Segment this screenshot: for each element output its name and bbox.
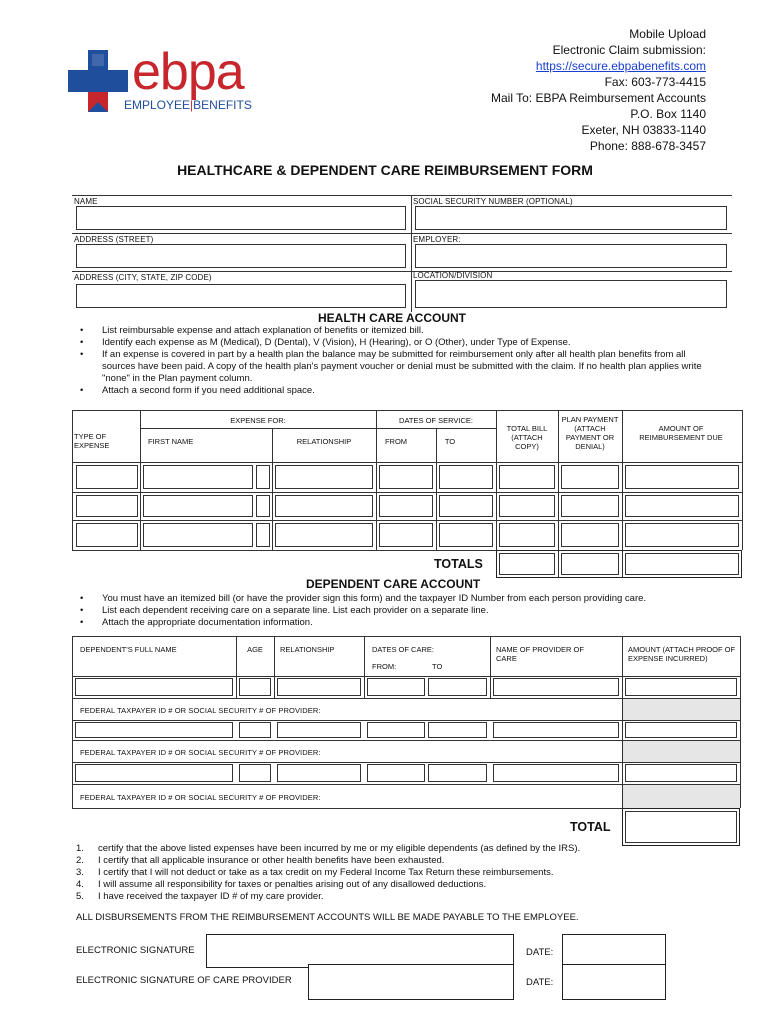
plan-payment-header: PLAN PAYMENT (ATTACH PAYMENT OR DENIAL) (561, 415, 619, 451)
dep-from-input[interactable] (367, 764, 425, 782)
first-name-input[interactable] (143, 523, 253, 547)
age-input[interactable] (239, 722, 271, 738)
ebpa-logo (68, 43, 288, 120)
type-of-expense-header: TYPE OF EXPENSE (74, 432, 110, 450)
amount-due-header: AMOUNT OF REIMBURSEMENT DUE (639, 424, 723, 442)
dep-to-header: TO (432, 662, 443, 671)
header-phone: Phone: 888-678-3457 (589, 139, 706, 153)
electronic-signature-label: ELECTRONIC SIGNATURE (76, 945, 195, 956)
list-item: • List reimbursable expense and attach explanation of benefits or itemized bill. (70, 325, 710, 337)
dependent-name-input[interactable] (75, 722, 233, 738)
list-item (76, 867, 636, 879)
dep-relationship-header: RELATIONSHIP (280, 645, 335, 654)
amount-due-input[interactable] (625, 495, 739, 517)
provider-signature-label: ELECTRONIC SIGNATURE OF CARE PROVIDER (76, 975, 292, 986)
provider-signature-input[interactable] (308, 964, 514, 1000)
dependent-total-input[interactable] (625, 811, 737, 843)
cert-number: 4. (76, 879, 84, 890)
tax-id-label: FEDERAL TAXPAYER ID # OR SOCIAL SECURITY # OF PROVIDER: (80, 793, 321, 802)
dep-to-input[interactable] (428, 764, 487, 782)
expense-for-header: EXPENSE FOR: (230, 416, 286, 425)
address-city-label: ADDRESS (CITY, STATE, ZIP CODE) (74, 273, 212, 282)
age-header: AGE (247, 645, 263, 654)
dates-of-service-header: DATES OF SERVICE: (399, 416, 473, 425)
relationship-header: RELATIONSHIP (296, 437, 352, 446)
claim-submission-link[interactable]: https://secure.ebpabenefits.com (535, 59, 706, 73)
logo-tagline-left: EMPLOYEE (124, 98, 191, 112)
cert-number: 3. (76, 867, 84, 878)
dep-to-input[interactable] (428, 722, 487, 738)
amount-due-input[interactable] (625, 465, 739, 489)
dep-relationship-input[interactable] (277, 678, 361, 696)
employer-label: EMPLOYER: (413, 235, 461, 244)
list-item: • Attach a second form if you need additional space. (70, 385, 710, 397)
relationship-input[interactable] (275, 495, 373, 517)
address-street-input[interactable] (76, 244, 406, 268)
relationship-input[interactable] (275, 523, 373, 547)
dep-relationship-input[interactable] (277, 764, 361, 782)
cert-number: 2. (76, 855, 84, 866)
address-city-input[interactable] (76, 284, 406, 308)
age-input[interactable] (239, 764, 271, 782)
row-spacer-input[interactable] (256, 495, 270, 517)
amount-due-input[interactable] (625, 523, 739, 547)
provider-name-input[interactable] (493, 678, 619, 696)
to-input[interactable] (439, 465, 493, 489)
electronic-signature-input[interactable] (206, 934, 514, 968)
dep-amount-input[interactable] (625, 722, 737, 738)
first-name-input[interactable] (143, 465, 253, 489)
list-item (76, 879, 636, 891)
header-line1: Mobile Upload (629, 27, 706, 41)
date-input[interactable] (562, 934, 666, 968)
dep-relationship-input[interactable] (277, 722, 361, 738)
relationship-input[interactable] (275, 465, 373, 489)
first-name-header: FIRST NAME (148, 437, 194, 446)
row-spacer-input[interactable] (256, 465, 270, 489)
dependent-total-label: TOTAL (570, 820, 611, 834)
dep-amount-header: AMOUNT (ATTACH PROOF OF EXPENSE INCURRED) (628, 645, 736, 663)
dependent-care-title: DEPENDENT CARE ACCOUNT (306, 577, 481, 591)
cross-plus-logo-icon (68, 50, 128, 112)
list-item (76, 855, 636, 867)
list-item: • List each dependent receiving care on a separate line. List each provider on a separate line. (70, 605, 750, 617)
list-item: • Attach the appropriate documentation information. (70, 617, 750, 629)
from-header: FROM (384, 437, 408, 446)
dependent-name-input[interactable] (75, 678, 233, 696)
list-item (76, 843, 636, 855)
cert-text: I will assume all responsibility for taxes or penalties arising out of any disallowed deductions. (98, 879, 487, 890)
plan-payment-input[interactable] (561, 495, 619, 517)
dependent-instructions (70, 593, 750, 629)
total-bill-header: TOTAL BILL (ATTACH COPY) (506, 424, 548, 451)
provider-date-input[interactable] (562, 964, 666, 1000)
location-input[interactable] (415, 280, 727, 308)
contact-info (491, 26, 706, 154)
list-item (76, 891, 636, 903)
logo-wordmark: ebpa (132, 43, 244, 101)
from-input[interactable] (379, 465, 433, 489)
form-title: HEALTHCARE & DEPENDENT CARE REIMBURSEMENT FORM (177, 162, 593, 178)
amount-due-total-input[interactable] (625, 553, 739, 575)
employer-input[interactable] (415, 244, 727, 268)
header-city: Exeter, NH 03833-1140 (581, 123, 706, 137)
dep-amount-input[interactable] (625, 764, 737, 782)
type-input[interactable] (76, 523, 138, 547)
age-input[interactable] (239, 678, 271, 696)
health-instructions (70, 325, 710, 397)
health-totals-label: TOTALS (434, 557, 483, 571)
name-label: NAME (74, 197, 98, 206)
ssn-label: SOCIAL SECURITY NUMBER (OPTIONAL) (413, 197, 573, 206)
list-item: • If an expense is covered in part by a health plan the balance may be submitted for reimbursement only after all health plan benefits from all sources have been paid. A copy of the health plan's payment voucher or denial must be submitted with the claim. If no health plan applies write "none" in the Plan payment column. (70, 349, 710, 385)
dep-from-header: FROM: (372, 662, 397, 671)
dates-of-care-header: DATES OF CARE: (372, 645, 434, 654)
tax-id-label: FEDERAL TAXPAYER ID # OR SOCIAL SECURITY # OF PROVIDER: (80, 706, 321, 715)
header-fax: Fax: 603-773-4415 (604, 75, 706, 89)
plan-payment-input[interactable] (561, 523, 619, 547)
provider-name-input[interactable] (493, 722, 619, 738)
first-name-input[interactable] (143, 495, 253, 517)
to-input[interactable] (439, 523, 493, 547)
row-spacer-input[interactable] (256, 523, 270, 547)
list-item: • Identify each expense as M (Medical), D (Dental), V (Vision), H (Hearing), or O (Other), under Type of Expense. (70, 337, 710, 349)
plan-payment-total-input[interactable] (561, 553, 619, 575)
provider-name-header: NAME OF PROVIDER OF CARE (496, 645, 584, 663)
cert-number: 5. (76, 891, 84, 902)
total-bill-input[interactable] (499, 495, 555, 517)
total-bill-input[interactable] (499, 465, 555, 489)
header-po: P.O. Box 1140 (630, 107, 706, 121)
provider-date-label: DATE: (526, 977, 554, 988)
provider-name-input[interactable] (493, 764, 619, 782)
from-input[interactable] (379, 495, 433, 517)
dep-to-input[interactable] (428, 678, 487, 696)
logo-tagline-right: BENEFITS (193, 98, 252, 112)
health-care-title: HEALTH CARE ACCOUNT (318, 311, 466, 325)
location-label: LOCATION/DIVISION (413, 271, 493, 280)
header-line2: Electronic Claim submission: (552, 43, 706, 57)
cert-text: certify that the above listed expenses have been incurred by me or my eligible dependents (as defined by the IRS). (98, 843, 581, 854)
header-mail: Mail To: EBPA Reimbursement Accounts (491, 91, 706, 105)
name-input[interactable] (76, 206, 406, 230)
cert-number: 1. (76, 843, 84, 854)
to-header: TO (444, 437, 456, 446)
cert-text: I have received the taxpayer ID # of my care provider. (98, 891, 324, 902)
dependent-name-input[interactable] (75, 764, 233, 782)
disbursement-note: ALL DISBURSEMENTS FROM THE REIMBURSEMENT ACCOUNTS WILL BE MADE PAYABLE TO THE EMPLOYEE. (76, 912, 579, 923)
total-bill-input[interactable] (499, 523, 555, 547)
cert-text: I certify that all applicable insurance or other health benefits have been exhausted. (98, 855, 445, 866)
plan-payment-input[interactable] (561, 465, 619, 489)
total-bill-total-input[interactable] (499, 553, 555, 575)
tax-id-label: FEDERAL TAXPAYER ID # OR SOCIAL SECURITY # OF PROVIDER: (80, 748, 321, 757)
certifications-list (76, 843, 636, 903)
to-input[interactable] (439, 495, 493, 517)
from-input[interactable] (379, 523, 433, 547)
dep-amount-input[interactable] (625, 678, 737, 696)
address-street-label: ADDRESS (STREET) (74, 235, 154, 244)
type-input[interactable] (76, 495, 138, 517)
logo-tagline: EMPLOYEE|BENEFITS (124, 98, 252, 112)
date-label: DATE: (526, 947, 554, 958)
cert-text: I certify that I will not deduct or take as a tax credit on my Federal Income Tax Return these reimbursements. (98, 867, 554, 878)
ssn-input[interactable] (415, 206, 727, 230)
full-name-header: DEPENDENT'S FULL NAME (80, 645, 177, 654)
type-input[interactable] (76, 465, 138, 489)
dep-from-input[interactable] (367, 678, 425, 696)
list-item: • You must have an itemized bill (or have the provider sign this form) and the taxpayer ID Number from each person providing care. (70, 593, 750, 605)
dep-from-input[interactable] (367, 722, 425, 738)
